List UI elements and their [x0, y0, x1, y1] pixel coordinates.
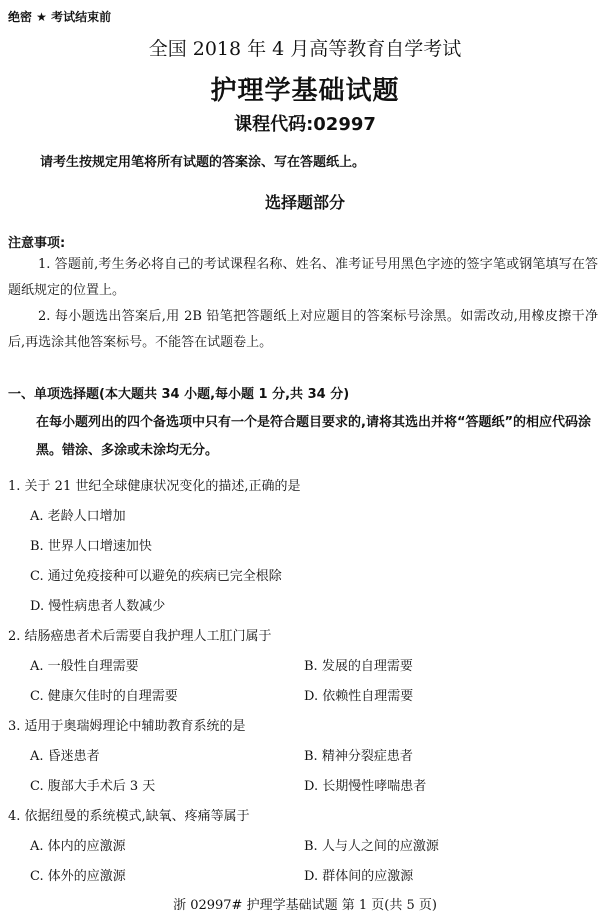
- question-option: A. 老龄人口增加: [30, 509, 126, 524]
- notice-item: 1. 答题前,考生务必将自己的考试课程名称、姓名、准考证号用黑色字迹的签字笔或钢笔填写在答题纸规定的位置上。: [8, 257, 598, 298]
- notice-item: 2. 每小题选出答案后,用 2B 铅笔把答题纸上对应题目的答案标号涂黑。如需改动,用橡皮擦干净后,再选涂其他答案标号。不能答在试题卷上。: [8, 309, 598, 350]
- question-stem: 3. 适用于奥瑞姆理论中辅助教育系统的是: [8, 719, 246, 734]
- question-option: C. 健康欠佳时的自理需要: [30, 689, 178, 704]
- notice-title: 注意事项:: [8, 236, 66, 251]
- question-option: B. 精神分裂症患者: [304, 749, 413, 764]
- question-option: A. 体内的应激源: [30, 839, 126, 854]
- question-option: D. 慢性病患者人数减少: [30, 599, 166, 614]
- question-option: B. 人与人之间的应激源: [304, 839, 439, 854]
- part-title: 一、单项选择题(本大题共 34 小题,每小题 1 分,共 34 分): [8, 387, 350, 402]
- page-footer: 浙 02997# 护理学基础试题 第 1 页(共 5 页): [173, 898, 437, 913]
- section-title: 选择题部分: [264, 193, 345, 212]
- question-option: B. 发展的自理需要: [304, 659, 413, 674]
- exam-title: 全国 2018 年 4 月高等教育自学考试: [148, 38, 462, 60]
- answer-instruction: 请考生按规定用笔将所有试题的答案涂、写在答题纸上。: [40, 155, 366, 170]
- question-stem: 4. 依据纽曼的系统模式,缺氧、疼痛等属于: [8, 809, 250, 824]
- question-stem: 2. 结肠癌患者术后需要自我护理人工肛门属于: [8, 629, 272, 644]
- question-option: C. 腹部大手术后 3 天: [30, 779, 156, 794]
- question-option: D. 群体间的应激源: [304, 869, 414, 884]
- question-option: D. 依赖性自理需要: [304, 689, 414, 704]
- question-option: D. 长期慢性哮喘患者: [304, 779, 427, 794]
- question-option: A. 一般性自理需要: [30, 659, 139, 674]
- course-code: 课程代码:02997: [234, 114, 376, 135]
- paper-title: 护理学基础试题: [210, 76, 400, 106]
- part-description: 在每小题列出的四个备选项中只有一个是符合题目要求的,请将其选出并将“答题纸”的相应代码涂黑。错涂、多涂或未涂均无分。: [36, 415, 592, 458]
- question-option: C. 体外的应激源: [30, 869, 126, 884]
- question-option: C. 通过免疫接种可以避免的疾病已完全根除: [30, 569, 282, 584]
- question-stem: 1. 关于 21 世纪全球健康状况变化的描述,正确的是: [8, 479, 301, 494]
- question-option: B. 世界人口增速加快: [30, 539, 152, 554]
- question-option: A. 昏迷患者: [30, 749, 100, 764]
- confidential-label: 绝密 ★ 考试结束前: [8, 10, 112, 24]
